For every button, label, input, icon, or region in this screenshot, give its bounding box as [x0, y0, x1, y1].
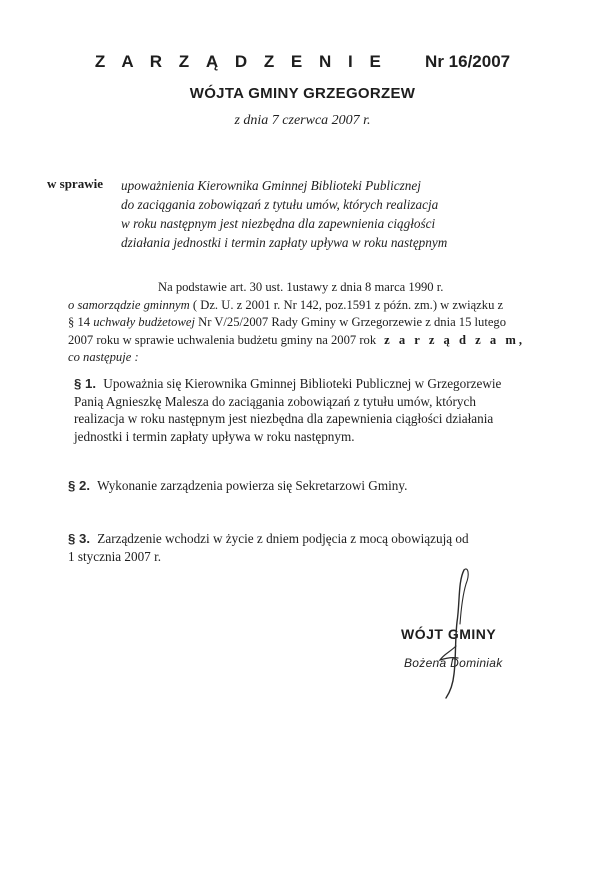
basis-act-name: o samorządzie gminnym — [68, 297, 190, 312]
basis-act-ref: ( Dz. U. z 2001 r. Nr 142, poz.1591 z późn. zm.) w związku z — [189, 297, 504, 312]
basis-line — [68, 297, 525, 315]
issuer-heading: WÓJTA GMINY GRZEGORZEW — [189, 85, 416, 102]
basis-resolution-name: uchwały budżetowej — [93, 315, 195, 329]
section-text: Upoważnia się Kierownika Gminnej Biblioteki Publicznej w Grzegorzewie — [103, 376, 502, 391]
section-line: 1 stycznia 2007 r. — [68, 548, 162, 564]
basis-line — [68, 314, 525, 332]
section-label: § 3. — [68, 531, 90, 546]
basis-paragraph-ref: § 14 — [68, 315, 94, 329]
section-label: § 1. — [74, 376, 96, 391]
title-number: Nr 16/2007 — [425, 52, 511, 71]
regarding-line: do zaciągania zobowiązań z tytułu umów, których realizacja — [121, 197, 439, 212]
legal-basis — [68, 279, 525, 367]
basis-line: Na podstawie art. 30 ust. 1ustawy z dnia 8 marca 1990 r. — [158, 280, 444, 294]
section-1 — [74, 375, 501, 445]
regarding-line: w roku następnym jest niezbędna dla zapewnienia ciągłości — [121, 216, 436, 231]
document-title — [0, 52, 605, 72]
regarding-text — [121, 176, 447, 252]
signatory-title: WÓJT GMINY — [401, 626, 497, 642]
basis-budget-ref: 2007 roku w sprawie uchwalenia budżetu gminy na 2007 rok — [68, 332, 377, 347]
section-text: Zarządzenie wchodzi w życie z dniem podjęcia z mocą obowiązują od — [97, 531, 469, 546]
decree-word: z a r z ą d z a m, — [384, 332, 525, 347]
section-line — [68, 477, 407, 495]
section-line — [74, 375, 501, 393]
section-line: Panią Agnieszkę Malesza do zaciągania zobowiązań z tytułu umów, których — [74, 393, 476, 409]
section-2 — [68, 477, 407, 495]
section-line: jednostki i termin zapłaty upływa w roku następnym. — [74, 428, 355, 444]
regarding-label: w sprawie — [47, 176, 103, 191]
basis-resolution-ref: Nr V/25/2007 Rady Gminy w Grzegorzewie z dnia 15 lutego — [194, 315, 507, 329]
section-3 — [68, 530, 469, 565]
regarding-line: upoważnienia Kierownika Gminnej Biblioteki Publicznej — [121, 178, 421, 193]
section-text: Wykonanie zarządzenia powierza się Sekretarzowi Gminy. — [97, 478, 408, 493]
section-line — [68, 530, 469, 548]
section-label: § 2. — [68, 478, 90, 493]
regarding-line: działania jednostki i termin zapłaty upływa w roku następnym — [121, 235, 448, 250]
handwritten-signature — [410, 562, 490, 702]
title-word: Z A R Z Ą D Z E N I E — [94, 52, 387, 71]
basis-line: co następuje : — [68, 350, 139, 364]
section-line: realizacja w roku następnym jest niezbędna dla zapewnienia ciągłości działania — [74, 411, 494, 426]
basis-line — [68, 332, 525, 350]
signatory-name: Bożena Dominiak — [404, 656, 503, 670]
document-date: z dnia 7 czerwca 2007 r. — [234, 113, 371, 128]
